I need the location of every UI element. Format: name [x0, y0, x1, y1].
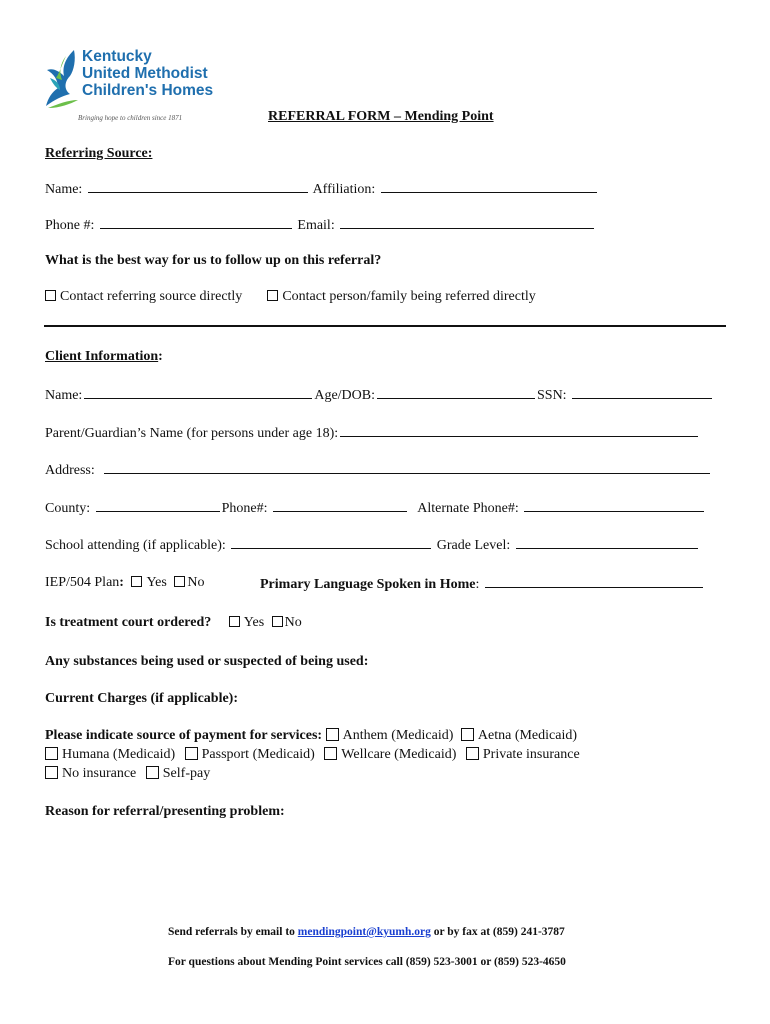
- guardian-field[interactable]: [340, 424, 698, 437]
- humana-checkbox[interactable]: [45, 747, 58, 760]
- school-label: School attending (if applicable):: [45, 538, 226, 553]
- court-label: Is treatment court ordered?: [45, 615, 212, 630]
- followup-family-checkbox[interactable]: [267, 290, 278, 301]
- iep-no-checkbox[interactable]: [174, 576, 185, 587]
- county-phone-row: [45, 499, 706, 517]
- charges-label: Current Charges (if applicable):: [45, 691, 238, 706]
- logo-line-2: United Methodist: [82, 65, 208, 82]
- referrer-phone-row: [45, 216, 596, 234]
- referrer-name-label: Name:: [45, 182, 83, 197]
- dove-logo-icon: [44, 48, 84, 114]
- iep-no-label: No: [187, 575, 205, 590]
- footer-questions-line: For questions about Mending Point services call (859) 523-3001 or (859) 523-4650: [168, 956, 566, 968]
- passport-checkbox[interactable]: [185, 747, 198, 760]
- referrer-affiliation-label: Affiliation:: [312, 182, 376, 197]
- footer-email-link[interactable]: mendingpoint@kyumh.org: [297, 926, 431, 938]
- wellcare-checkbox[interactable]: [324, 747, 337, 760]
- followup-source-label: Contact referring source directly: [60, 289, 243, 304]
- no-insurance-checkbox[interactable]: [45, 766, 58, 779]
- client-age-field[interactable]: [377, 386, 535, 399]
- client-name-field[interactable]: [84, 386, 312, 399]
- client-phone-field[interactable]: [273, 499, 407, 512]
- client-ssn-field[interactable]: [572, 386, 712, 399]
- footer-send-suffix: or by fax at (859) 241-3787: [430, 926, 565, 938]
- referrer-phone-label: Phone #:: [45, 218, 95, 233]
- grade-label: Grade Level:: [436, 538, 511, 553]
- alt-phone-label: Alternate Phone#:: [417, 501, 519, 516]
- footer-send-line: [168, 926, 565, 938]
- client-ssn-label: SSN:: [537, 388, 567, 403]
- referrer-email-field[interactable]: [340, 216, 594, 229]
- footer-send-prefix: Send referrals by email to: [168, 926, 298, 938]
- logo-tagline: Bringing hope to children since 1871: [78, 114, 183, 122]
- address-label: Address:: [45, 463, 95, 478]
- no-insurance-label: No insurance: [62, 766, 137, 781]
- iep-colon: :: [119, 575, 124, 590]
- aetna-label: Aetna (Medicaid): [477, 728, 578, 743]
- language-field[interactable]: [485, 575, 703, 588]
- self-pay-label: Self-pay: [162, 766, 211, 781]
- iep-yes-checkbox[interactable]: [131, 576, 142, 587]
- logo-line-1: Kentucky: [82, 48, 152, 65]
- guardian-row: [45, 424, 700, 442]
- private-insurance-label: Private insurance: [482, 747, 580, 762]
- followup-options: [45, 289, 536, 305]
- grade-field[interactable]: [516, 536, 698, 549]
- language-row: [260, 575, 705, 593]
- address-row: [45, 461, 712, 479]
- payment-row-2: [45, 747, 580, 763]
- form-title: REFERRAL FORM – Mending Point: [268, 109, 494, 124]
- court-row: [45, 615, 302, 631]
- referrer-name-row: [45, 180, 599, 198]
- language-colon: :: [475, 577, 480, 592]
- self-pay-checkbox[interactable]: [146, 766, 159, 779]
- payment-label: Please indicate source of payment for services:: [45, 728, 323, 743]
- court-no-label: No: [284, 615, 302, 630]
- address-field[interactable]: [104, 461, 710, 474]
- referrer-name-field[interactable]: [88, 180, 308, 193]
- client-phone-label: Phone#:: [221, 501, 268, 516]
- payment-row-1: [45, 728, 577, 744]
- client-name-label: Name:: [45, 388, 83, 403]
- client-info-heading-text: Client Information: [45, 349, 159, 364]
- aetna-checkbox[interactable]: [461, 728, 474, 741]
- court-no-checkbox[interactable]: [272, 616, 283, 627]
- anthem-checkbox[interactable]: [326, 728, 339, 741]
- client-info-heading: [45, 349, 163, 365]
- followup-family-label: Contact person/family being referred directly: [282, 289, 536, 304]
- court-yes-checkbox[interactable]: [229, 616, 240, 627]
- section-divider: [44, 325, 726, 327]
- county-field[interactable]: [96, 499, 220, 512]
- anthem-label: Anthem (Medicaid): [342, 728, 454, 743]
- referring-source-heading: Referring Source:: [45, 146, 153, 161]
- followup-question: What is the best way for us to follow up on this referral?: [45, 253, 382, 268]
- client-age-label: Age/DOB:: [314, 388, 375, 403]
- private-insurance-checkbox[interactable]: [466, 747, 479, 760]
- referrer-phone-field[interactable]: [100, 216, 292, 229]
- client-name-row: [45, 386, 714, 404]
- school-field[interactable]: [231, 536, 431, 549]
- iep-label: IEP/504 Plan: [45, 575, 120, 590]
- county-label: County:: [45, 501, 91, 516]
- referrer-affiliation-field[interactable]: [381, 180, 597, 193]
- court-yes-label: Yes: [243, 615, 265, 630]
- iep-row: [45, 575, 204, 591]
- referrer-email-label: Email:: [297, 218, 335, 233]
- language-label: Primary Language Spoken in Home: [260, 577, 476, 592]
- logo-line-3: Children's Homes: [82, 82, 214, 99]
- organization-logo: [44, 46, 234, 126]
- substances-label: Any substances being used or suspected of being used:: [45, 654, 369, 669]
- wellcare-label: Wellcare (Medicaid): [341, 747, 457, 762]
- followup-source-checkbox[interactable]: [45, 290, 56, 301]
- payment-row-3: [45, 766, 210, 782]
- reason-label: Reason for referral/presenting problem:: [45, 804, 285, 819]
- passport-label: Passport (Medicaid): [201, 747, 315, 762]
- school-row: [45, 536, 700, 554]
- iep-yes-label: Yes: [146, 575, 167, 590]
- alt-phone-field[interactable]: [524, 499, 704, 512]
- guardian-label: Parent/Guardian’s Name (for persons under age 18):: [45, 426, 339, 441]
- client-info-heading-colon: :: [158, 349, 163, 364]
- humana-label: Humana (Medicaid): [62, 747, 176, 762]
